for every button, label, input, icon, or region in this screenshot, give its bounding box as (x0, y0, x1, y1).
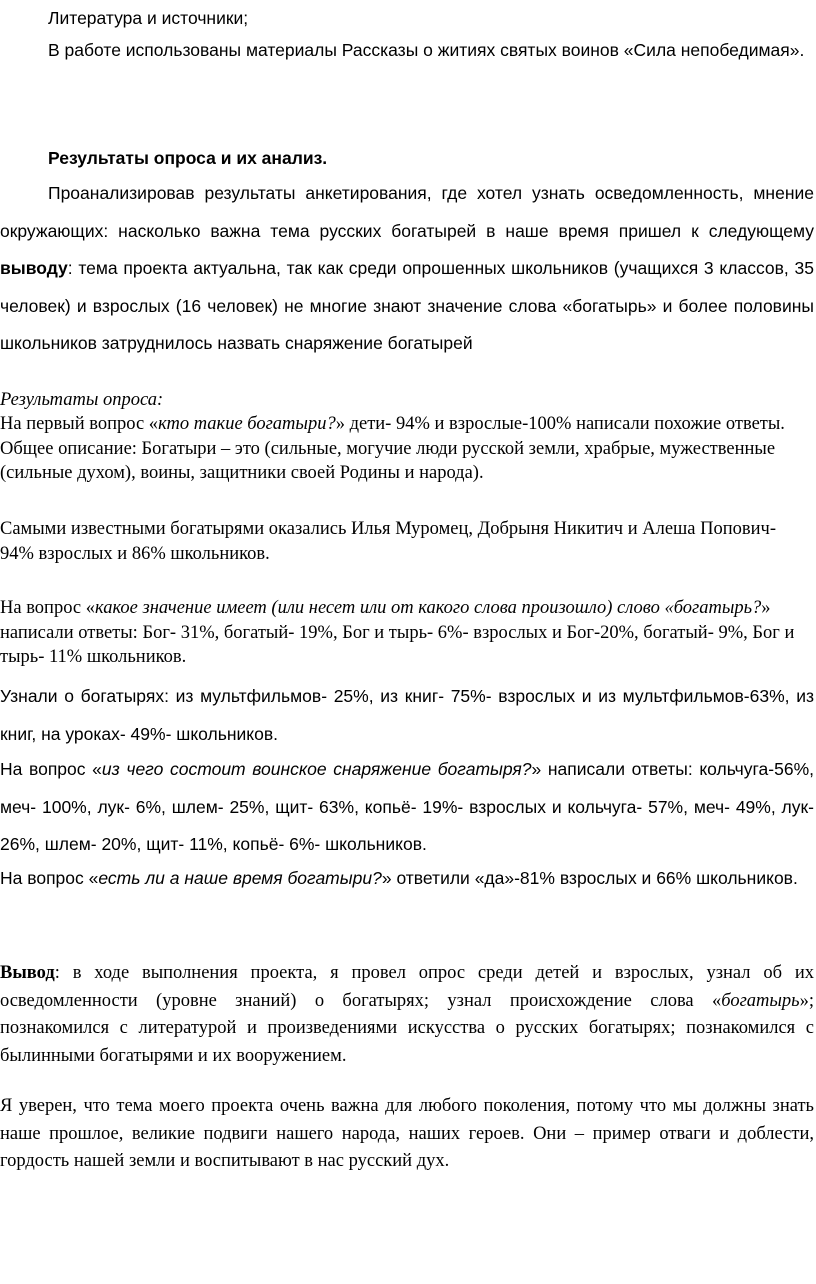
q1-pre: На первый вопрос « (0, 414, 159, 434)
learned-paragraph: Узнали о богатырях: из мультфильмов- 25%, из книг- 75%- взрослых и из мультфильмов-63%, из книг, на уроках- 49%- школьников. (0, 686, 814, 744)
q4-question: есть ли а наше время богатыри? (98, 868, 382, 888)
literature-text: В работе использованы материалы Рассказы о житиях святых воинов «Сила непобедимая». (48, 40, 805, 60)
q1-question: кто такие богатыри? (158, 414, 336, 434)
conclusion-italic-word: богатырь (721, 990, 800, 1011)
q2-pre: На вопрос « (0, 598, 96, 618)
question3-paragraph (0, 751, 814, 864)
q2-answer: » написали ответы: Бог- 31%, богатый- 19%, Бог и тырь- 6%- взрослых и Бог-20%, богатый- 9%, Бог и тырь- 11% школьников. (0, 598, 795, 667)
conclusion-text-2: »; познакомился с литературой и произведениями искусства о русских богатырях; познакомился с былинными богатырями и их вооружением. (0, 990, 814, 1066)
question2-paragraph (0, 596, 814, 670)
results-heading (0, 388, 814, 413)
analysis-conclusion-word: выводу (0, 258, 68, 278)
question4-paragraph (0, 860, 814, 898)
q3-pre: На вопрос « (0, 759, 102, 779)
conclusion-paragraph (0, 960, 814, 1070)
analysis-text-end: : тема проекта актуальна, так как среди опрошенных школьников (учащихся 3 классов, 35 человек) и взрослых (16 человек) не многие знают значение слова «богатырь» и более половины школьников затруднилось назвать снаряжение богатырей (0, 258, 814, 353)
q4-answer: » ответили «да»-81% взрослых и 66% школьников. (381, 868, 798, 888)
famous-heroes-paragraph: Самыми известными богатырями оказались Илья Муромец, Добрыня Никитич и Алеша Попович- 94% взрослых и 86% школьников. (0, 519, 776, 564)
analysis-text-start: Проанализировав результаты анкетирования, где хотел узнать осведомленность, мнение окружающих: насколько важна тема русских богатырей в наше время пришел к следующему (0, 183, 814, 241)
results-heading-text: Результаты опроса: (0, 390, 164, 410)
literature-heading: Литература и источники; (48, 8, 249, 28)
q1-answer: » дети- 94% и взрослые-100% написали похожие ответы. Общее описание: Богатыри – это (сильные, могучие люди русской земли, храбрые, мужественные (сильные духом), воины, защитники своей Родины и народа). (0, 414, 785, 483)
q4-pre: На вопрос « (0, 868, 99, 888)
question1-paragraph (0, 412, 814, 486)
analysis-paragraph (0, 175, 814, 363)
final-paragraph: Я уверен, что тема моего проекта очень важна для любого поколения, потому что мы должны знать наше прошлое, великие подвиги нашего народа, наших героев. Они – пример отваги и доблести, гордость нашей земли и воспитывают в нас русский дух. (0, 1096, 814, 1171)
q3-answer: » написали ответы: кольчуга-56%, меч- 100%, лук- 6%, шлем- 25%, щит- 63%, копьё- 19%- взрослых и кольчуга- 57%, меч- 49%, лук- 26%, шлем- 20%, щит- 11%, копьё- 6%- школьников. (0, 759, 814, 854)
conclusion-text-1: : в ходе выполнения проекта, я провел опрос среди детей и взрослых, узнал об их осведомленности (уровне знаний) о богатырях; узнал происхождение слова « (0, 963, 814, 1011)
analysis-heading-text: Результаты опроса и их анализ. (48, 148, 328, 168)
q3-question: из чего состоит воинское снаряжение богатыря? (101, 759, 532, 779)
q2-question: какое значение имеет (или несет или от какого слова произошло) слово «богатырь? (95, 598, 762, 618)
conclusion-bold: Вывод (0, 963, 55, 983)
analysis-heading (48, 140, 814, 176)
